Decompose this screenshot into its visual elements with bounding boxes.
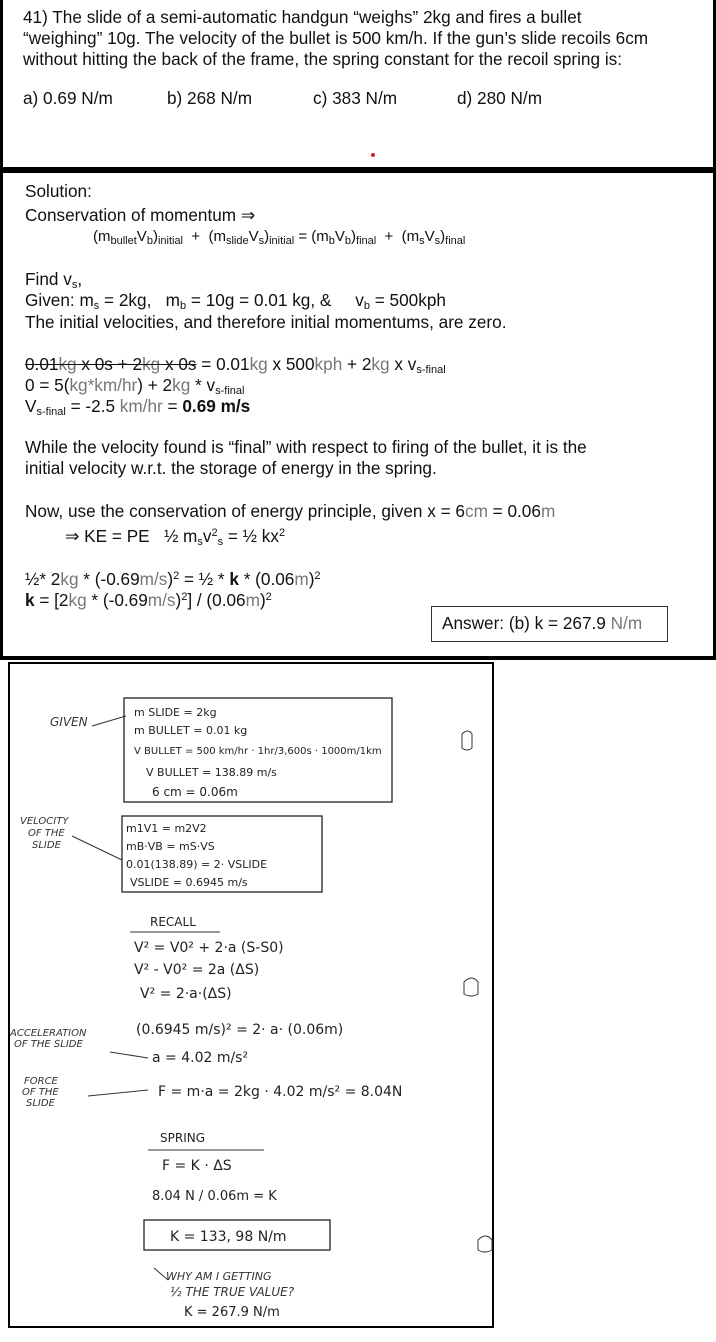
spring-label: SPRING [160, 1131, 206, 1145]
accel-label-2: OF THE SLIDE [14, 1039, 83, 1050]
force-label-1: FORCE [24, 1076, 58, 1087]
velocity-label-2: OF THE [28, 828, 65, 839]
spring-line-1: F = K · ΔS [162, 1158, 232, 1174]
recall-label: RECALL [150, 915, 196, 929]
final-note-2: initial velocity w.r.t. the storage of energy in the spring. [25, 458, 437, 478]
velocity-label-3: SLIDE [32, 840, 61, 851]
velocity-line-1: m1V1 = m2V2 [126, 822, 207, 835]
momentum-equation: $(m_{bullet}V_b)_{initial} + (m_{slide}V_s)_{initial} = (m_bV_b)_{final} + (m_sV_s)_{final}$ [93, 228, 466, 247]
energy-equation: ⇒ KE = PE ½ $m_sv^2_s$ = ½ $kx^2$ [65, 526, 286, 548]
initial-note: The initial velocities, and therefore initial momentums, are zero. [25, 312, 507, 332]
choice-c[interactable]: c) 383 N/m [313, 88, 398, 108]
question-stem: 41) The slide of a semi-automatic handgun “weighs” 2kg and fires a bullet “weighing” 10g. The velocity of the bullet is 500 km/h. If the gun’s slide recoils 6cm without hitting the back of the frame, the spring constant for the recoil spring is: [23, 7, 649, 69]
paper-scan [8, 662, 494, 1328]
momentum-title: Conservation of momentum ⇒ [25, 205, 256, 225]
force-label-3: SLIDE [26, 1098, 55, 1109]
note-line-3: K = 267.9 N/m [184, 1305, 280, 1320]
velocity-line-4: VSLIDE = 0.6945 m/s [130, 876, 248, 889]
find-line: Find $v_s$, [25, 269, 83, 291]
recall-line-2: V² - V0² = 2a (ΔS) [134, 962, 260, 978]
red-dot-mark [371, 153, 375, 157]
calc-line-4: ½* $2kg * (-0.69m/s)^2$ = ½ * k * $(0.06m)^2$ [25, 569, 321, 589]
accel-line-1: (0.6945 m/s)² = 2· a· (0.06m) [136, 1022, 344, 1038]
given-line-4: V BULLET = 138.89 m/s [146, 766, 277, 779]
answer-box: Answer: (b) k = 267.9 N/m [431, 606, 668, 642]
calc-line-5: $k = [2kg * (-0.69m/s)^2] / (0.06m)^2$ [25, 590, 272, 610]
given-line-2: m BULLET = 0.01 kg [134, 724, 248, 737]
given-line-3: V BULLET = 500 km/hr · 1hr/3,600s · 1000m/1km [134, 746, 382, 757]
solution-heading: Solution: [25, 181, 92, 201]
spring-line-2: 8.04 N / 0.06m = K [152, 1189, 277, 1204]
force-line: F = m·a = 2kg · 4.02 m/s² = 8.04N [158, 1084, 403, 1100]
accel-label-1: ACCELERATION [10, 1028, 87, 1039]
given-line-5: 6 cm = 0.06m [152, 785, 238, 799]
final-note-1: While the velocity found is “final” with respect to firing of the bullet, it is the [25, 437, 587, 457]
handwritten-notes [0, 662, 716, 1342]
accel-line-2: a = 4.02 m/s² [152, 1050, 249, 1066]
question-block [0, 0, 716, 170]
answer-choices [23, 88, 713, 110]
given-line: Given: $m_s = 2kg$, $m_b = 10g = 0.01$ kg, & $v_b = 500kph$ [25, 290, 446, 312]
spring-line-3: K = 133, 98 N/m [170, 1229, 287, 1245]
given-line-1: m SLIDE = 2kg [134, 706, 217, 719]
calc-line-2: $0 = 5(kg*km/hr) + 2kg * v_{s-final}$ [25, 375, 245, 397]
note-line-2: ½ THE TRUE VALUE? [170, 1285, 295, 1299]
calc-line-3: $V_{s-final} = -2.5$ km/hr = 0.69 m/s [25, 396, 251, 418]
given-label: GIVEN [50, 715, 88, 729]
recall-line-3: V² = 2·a·(ΔS) [140, 986, 232, 1002]
choice-a[interactable]: a) 0.69 N/m [23, 88, 113, 108]
note-line-1: WHY AM I GETTING [166, 1270, 272, 1283]
choice-b[interactable]: b) 268 N/m [167, 88, 253, 108]
velocity-line-3: 0.01(138.89) = 2· VSLIDE [126, 858, 268, 871]
velocity-line-2: mB·VB = mS·VS [126, 840, 215, 853]
force-label-2: OF THE [22, 1087, 59, 1098]
choice-d[interactable]: d) 280 N/m [457, 88, 543, 108]
solution-block [0, 170, 716, 660]
calc-line-1: 0.01kg x 0s + 2kg x 0s = 0.01kg x 500kph + 2kg x $v_{s-final}$ [25, 354, 446, 376]
handwritten-canvas [10, 664, 496, 1330]
recall-line-1: V² = V0² + 2·a (S-S0) [134, 940, 284, 956]
velocity-label-1: VELOCITY [20, 816, 69, 827]
energy-intro: Now, use the conservation of energy principle, given x = 6cm = 0.06m [25, 501, 556, 521]
